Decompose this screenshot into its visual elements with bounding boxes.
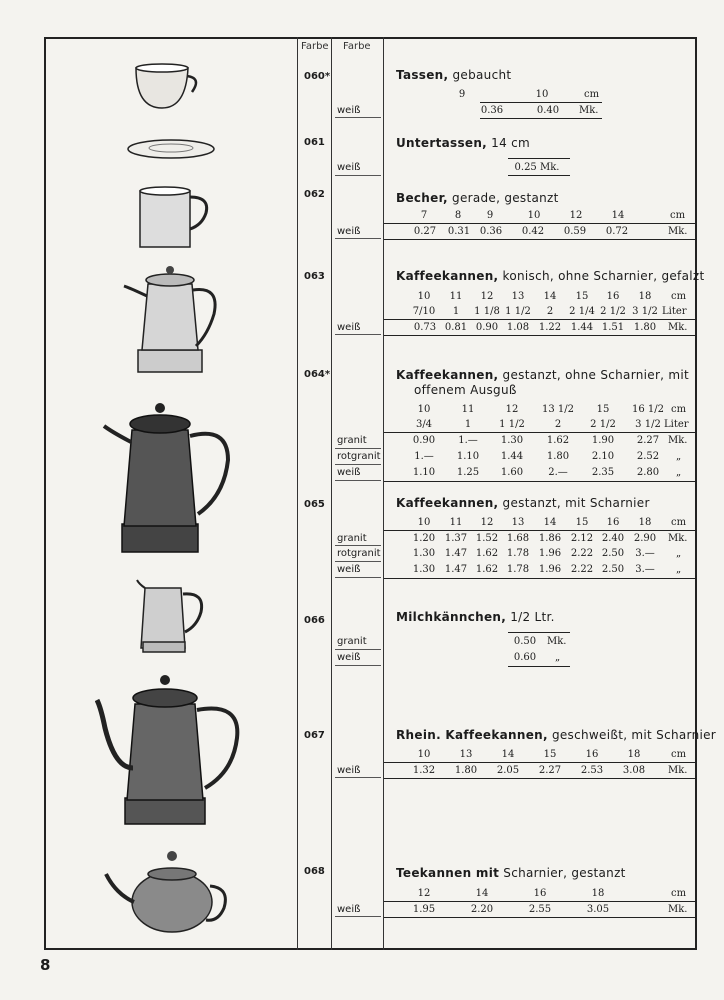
table-rule	[384, 239, 696, 240]
item-title-064: Kaffeekannen, gestanzt, ohne Scharnier, mit	[396, 368, 690, 382]
price-cell: 1.51	[601, 322, 625, 333]
color-label: rotgranit	[337, 451, 381, 462]
size-cell: 15	[575, 517, 589, 528]
price-cell: 2.27	[538, 765, 562, 776]
unit-label: cm	[671, 517, 687, 528]
color-rule	[335, 561, 381, 562]
price-cell: 3.—	[635, 548, 655, 559]
liter-cell: 1	[464, 419, 472, 430]
price-cell: 1.78	[506, 548, 530, 559]
table-rule	[480, 118, 602, 119]
table-rule	[508, 666, 570, 667]
color-rule	[335, 777, 381, 778]
price-cell: 1.86	[538, 533, 562, 544]
size-cell: 16 1/2	[632, 404, 664, 415]
table-rule	[384, 319, 696, 320]
price-cell: 0.42	[521, 226, 545, 237]
size-cell: 10	[527, 210, 541, 221]
price-cell: 0.31	[447, 226, 471, 237]
price-cell: 1.32	[412, 765, 436, 776]
size-cell: 14	[611, 210, 625, 221]
table-rule	[384, 778, 696, 779]
price-cell: 2.20	[470, 904, 494, 915]
color-label: granit	[337, 533, 367, 544]
ditto-mark: „	[676, 564, 682, 575]
coffee-pot-064-illustration	[100, 396, 240, 556]
size-cell: 11	[449, 517, 463, 528]
price-cell: 2.90	[633, 533, 657, 544]
price-cell: 1.30	[500, 435, 524, 446]
size-cell: 10	[417, 517, 431, 528]
table-rule	[508, 158, 570, 159]
ditto-mark: „	[676, 548, 682, 559]
table-rule	[384, 432, 696, 433]
price-cell: 0.72	[605, 226, 629, 237]
liter-cell: 2	[554, 419, 562, 430]
unit-label: Mk.	[668, 765, 688, 776]
price-cell: 1.90	[591, 435, 615, 446]
item-title-068: Teekannen mit Scharnier, gestanzt	[396, 866, 626, 880]
price-cell: 0.27	[413, 226, 437, 237]
unit-label: Mk.	[668, 435, 688, 446]
size-cell: 10	[417, 291, 431, 302]
price-cell: 1.80	[454, 765, 478, 776]
liter-cell: 2 1/2	[590, 419, 616, 430]
size-cell: 13 1/2	[542, 404, 574, 415]
size-cell: 11	[449, 291, 463, 302]
unit-label: Mk.	[547, 636, 567, 647]
price-cell: 1.47	[444, 548, 468, 559]
item-code-063: 063	[304, 271, 325, 282]
table-rule	[384, 901, 696, 902]
price-cell: 1.22	[538, 322, 562, 333]
price-cell: 1.37	[444, 533, 468, 544]
price-cell: 0.81	[444, 322, 468, 333]
item-code-062: 062	[304, 189, 325, 200]
item-code-060: 060*	[304, 71, 331, 82]
size-cell: 16	[533, 888, 547, 899]
size-cell: 15	[575, 291, 589, 302]
size-cell: 12	[480, 291, 494, 302]
color-rule	[335, 464, 381, 465]
size-cell: 11	[461, 404, 475, 415]
item-title-063: Kaffeekannen, konisch, ohne Scharnier, gefalzt	[396, 269, 705, 283]
size-cell: 13	[511, 291, 525, 302]
price-cell: 2.12	[570, 533, 594, 544]
price-cell: 2.27	[636, 435, 660, 446]
size-cell: 15	[596, 404, 610, 415]
teapot-illustration	[102, 846, 234, 936]
unit-label: Liter	[662, 306, 687, 317]
color-label: weiß	[337, 105, 361, 116]
liter-cell: 3 1/2	[632, 306, 658, 317]
item-code-067: 067	[304, 730, 325, 741]
color-label: weiß	[337, 564, 361, 575]
size-cell: 14	[475, 888, 489, 899]
liter-cell: 7/10	[412, 306, 436, 317]
item-title-062: Becher, gerade, gestanzt	[396, 191, 559, 205]
color-rule	[335, 334, 381, 335]
price-cell: 2.50	[601, 548, 625, 559]
price-cell: 2.—	[548, 467, 568, 478]
price-cell: 1.96	[538, 564, 562, 575]
color-label: rotgranit	[337, 548, 381, 559]
price-cell: 1.60	[500, 467, 524, 478]
size-cell: 14	[501, 749, 515, 760]
table-rule	[384, 223, 696, 224]
liter-cell: 1	[452, 306, 460, 317]
table-rule	[384, 530, 696, 531]
item-code-068: 068	[304, 866, 325, 877]
size-cell: 10	[417, 749, 431, 760]
size-cell: 14	[543, 517, 557, 528]
item-title-061: Untertassen, 14 cm	[396, 136, 531, 150]
size-cell: 18	[627, 749, 641, 760]
price-cell: 1.25	[456, 467, 480, 478]
size-cell: 12	[569, 210, 583, 221]
unit-label: cm	[670, 210, 686, 221]
price-cell: 2.05	[496, 765, 520, 776]
price-cell: 1.95	[412, 904, 436, 915]
price-cell: 1.44	[570, 322, 594, 333]
price-cell: 1.—	[458, 435, 478, 446]
price-cell: 1.62	[546, 435, 570, 446]
price-cell: 0.36	[480, 105, 504, 116]
unit-label: cm	[584, 89, 600, 100]
price-cell: 2.35	[591, 467, 615, 478]
table-rule	[480, 102, 602, 103]
price-cell: 2.55	[528, 904, 552, 915]
mug-illustration	[134, 185, 214, 251]
table-rule	[384, 578, 696, 579]
price-cell: 1.44	[500, 451, 524, 462]
unit-label: Mk.	[668, 322, 688, 333]
color-rule	[335, 665, 381, 666]
liter-cell: 2	[546, 306, 554, 317]
item-code-064: 064*	[304, 369, 331, 380]
price-cell: 1.80	[633, 322, 657, 333]
size-cell: 16	[606, 517, 620, 528]
unit-label: Mk.	[668, 533, 688, 544]
price-cell: 0.25 Mk.	[514, 162, 560, 173]
color-label: granit	[337, 636, 367, 647]
size-cell: 8	[454, 210, 462, 221]
item-code-066: 066	[304, 615, 325, 626]
item-title-064-line2: offenem Ausguß	[414, 383, 517, 397]
color-label: granit	[337, 435, 367, 446]
price-cell: 1.20	[412, 533, 436, 544]
liter-cell: 2 1/2	[600, 306, 626, 317]
unit-label: Liter	[664, 419, 689, 430]
price-cell: 1.78	[506, 564, 530, 575]
price-cell: 3.—	[635, 564, 655, 575]
ditto-mark: „	[676, 467, 682, 478]
size-cell: 18	[638, 291, 652, 302]
item-code-065: 065	[304, 499, 325, 510]
price-cell: 1.10	[456, 451, 480, 462]
header-farbe-left: Farbe	[301, 41, 329, 52]
price-cell: 1.08	[506, 322, 530, 333]
price-cell: 2.50	[601, 564, 625, 575]
liter-cell: 3 1/2	[635, 419, 661, 430]
color-label: weiß	[337, 226, 361, 237]
price-cell: 1.52	[475, 533, 499, 544]
table-rule	[384, 481, 696, 482]
cup-illustration	[130, 60, 210, 116]
price-cell: 2.52	[636, 451, 660, 462]
price-cell: 2.80	[636, 467, 660, 478]
liter-cell: 1 1/2	[499, 419, 525, 430]
price-cell: 1.68	[506, 533, 530, 544]
ditto-mark: „	[555, 652, 561, 663]
color-label: weiß	[337, 467, 361, 478]
header-farbe-right: Farbe	[343, 41, 371, 52]
color-rule	[335, 545, 381, 546]
price-cell: 0.50	[513, 636, 537, 647]
price-cell: 2.10	[591, 451, 615, 462]
price-cell: 1.47	[444, 564, 468, 575]
unit-label: cm	[671, 291, 687, 302]
column-divider-3	[383, 37, 384, 950]
price-cell: 1.62	[475, 564, 499, 575]
size-cell: 18	[638, 517, 652, 528]
liter-cell: 3/4	[415, 419, 433, 430]
price-cell: 0.60	[513, 652, 537, 663]
price-cell: 1.62	[475, 548, 499, 559]
price-cell: 0.40	[536, 105, 560, 116]
size-cell: 16	[606, 291, 620, 302]
color-label: weiß	[337, 904, 361, 915]
saucer-illustration	[125, 137, 217, 163]
table-rule	[384, 917, 696, 918]
table-rule	[508, 175, 570, 176]
color-rule	[335, 916, 381, 917]
milk-jug-illustration	[135, 576, 209, 656]
size-cell: 15	[543, 749, 557, 760]
price-cell: 0.90	[412, 435, 436, 446]
liter-cell: 1 1/8	[474, 306, 500, 317]
price-cell: 1.30	[412, 564, 436, 575]
color-rule	[335, 577, 381, 578]
size-cell: 9	[486, 210, 494, 221]
color-rule	[335, 117, 381, 118]
size-cell: 7	[420, 210, 428, 221]
table-rule	[384, 762, 696, 763]
size-cell: 16	[585, 749, 599, 760]
unit-label: cm	[671, 888, 687, 899]
color-rule	[335, 649, 381, 650]
liter-cell: 1 1/2	[505, 306, 531, 317]
size-cell: 18	[591, 888, 605, 899]
unit-label: Mk.	[668, 226, 688, 237]
price-cell: 1.96	[538, 548, 562, 559]
color-rule	[335, 448, 381, 449]
price-cell: 1.—	[414, 451, 434, 462]
column-divider-2	[331, 37, 332, 950]
color-rule	[335, 238, 381, 239]
price-cell: 1.30	[412, 548, 436, 559]
size-cell: 10	[535, 89, 549, 100]
price-cell: 3.08	[622, 765, 646, 776]
size-cell: 12	[417, 888, 431, 899]
column-divider-1	[297, 37, 298, 950]
table-rule	[384, 335, 696, 336]
item-code-061: 061	[304, 137, 325, 148]
price-cell: 2.22	[570, 548, 594, 559]
rhine-coffee-pot-illustration	[95, 668, 245, 828]
unit-label: cm	[671, 404, 687, 415]
color-label: weiß	[337, 162, 361, 173]
price-cell: 0.90	[475, 322, 499, 333]
page-number: 8	[40, 956, 51, 974]
unit-label: cm	[671, 749, 687, 760]
table-rule	[508, 632, 570, 633]
color-label: weiß	[337, 765, 361, 776]
size-cell: 10	[417, 404, 431, 415]
item-title-066: Milchkännchen, 1/2 Ltr.	[396, 610, 555, 624]
color-rule	[335, 175, 381, 176]
item-title-067: Rhein. Kaffeekannen, geschweißt, mit Scharnier	[396, 728, 717, 742]
color-rule	[335, 480, 381, 481]
size-cell: 12	[505, 404, 519, 415]
price-cell: 0.59	[563, 226, 587, 237]
price-cell: 2.22	[570, 564, 594, 575]
price-cell: 0.36	[479, 226, 503, 237]
price-cell: 2.40	[601, 533, 625, 544]
ditto-mark: „	[676, 451, 682, 462]
price-cell: 0.73	[413, 322, 437, 333]
item-title-065: Kaffeekannen, gestanzt, mit Scharnier	[396, 496, 650, 510]
color-label: weiß	[337, 652, 361, 663]
liter-cell: 2 1/4	[569, 306, 595, 317]
size-cell: 14	[543, 291, 557, 302]
size-cell: 13	[511, 517, 525, 528]
coffee-pot-063-illustration	[120, 262, 220, 376]
size-cell: 13	[459, 749, 473, 760]
unit-label: Mk.	[579, 105, 599, 116]
item-title-060: Tassen, gebaucht	[396, 68, 512, 82]
size-cell: 9	[458, 89, 466, 100]
price-cell: 3.05	[586, 904, 610, 915]
price-cell: 1.80	[546, 451, 570, 462]
color-label: weiß	[337, 322, 361, 333]
price-cell: 1.10	[412, 467, 436, 478]
size-cell: 12	[480, 517, 494, 528]
price-cell: 2.53	[580, 765, 604, 776]
unit-label: Mk.	[668, 904, 688, 915]
